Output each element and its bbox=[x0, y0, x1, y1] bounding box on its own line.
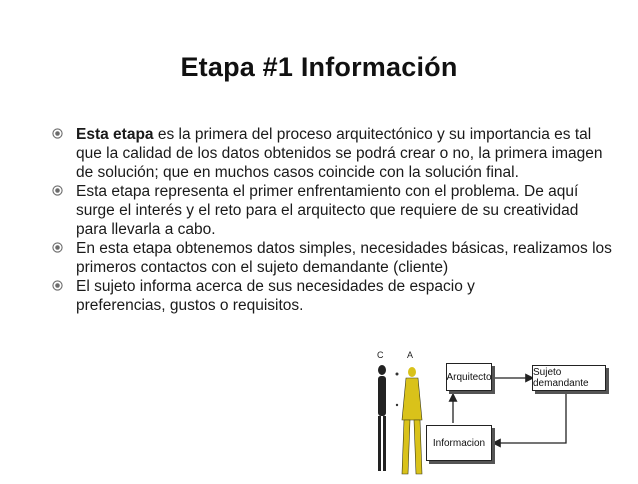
bullet-item bbox=[52, 239, 612, 277]
sujeto-demandante-box: Sujeto demandante bbox=[532, 365, 606, 391]
circle-bullet-icon bbox=[52, 185, 63, 196]
arquitecto-box: Arquitecto bbox=[446, 363, 492, 391]
slide-title: Etapa #1 Información bbox=[180, 52, 458, 82]
circle-bullet-icon bbox=[52, 280, 63, 291]
bullet-bold-lead: Esta etapa bbox=[76, 126, 154, 143]
informacion-box: Informacion bbox=[426, 425, 492, 461]
bullet-text: El sujeto informa acerca de sus necesidades de espacio y preferencias, gustos o requisitos. bbox=[76, 278, 475, 314]
bullet-text: Esta etapa representa el primer enfrentamiento con el problema. De aquí surge el interés y el reto para el arquitecto que requiere de su creatividad para llevarla a cabo. bbox=[76, 183, 579, 238]
bullet-item bbox=[52, 125, 612, 182]
bullet-list bbox=[52, 125, 612, 315]
bullet-item bbox=[52, 182, 612, 239]
circle-bullet-icon bbox=[52, 242, 63, 253]
bullet-text: es la primera del proceso arquitectónico y su importancia es tal que la calidad de los datos obtenidos se podrá crear o no, la primera imagen de solución; que en muchos casos coincide con la solución final. bbox=[76, 126, 603, 181]
figure-label-a: A bbox=[407, 350, 414, 360]
bullet-item bbox=[52, 277, 546, 315]
figure-label-c: C bbox=[377, 350, 384, 360]
circle-bullet-icon bbox=[52, 128, 63, 139]
bullet-text: En esta etapa obtenemos datos simples, necesidades básicas, realizamos los primeros contactos con el sujeto demandante (cliente) bbox=[76, 240, 612, 276]
